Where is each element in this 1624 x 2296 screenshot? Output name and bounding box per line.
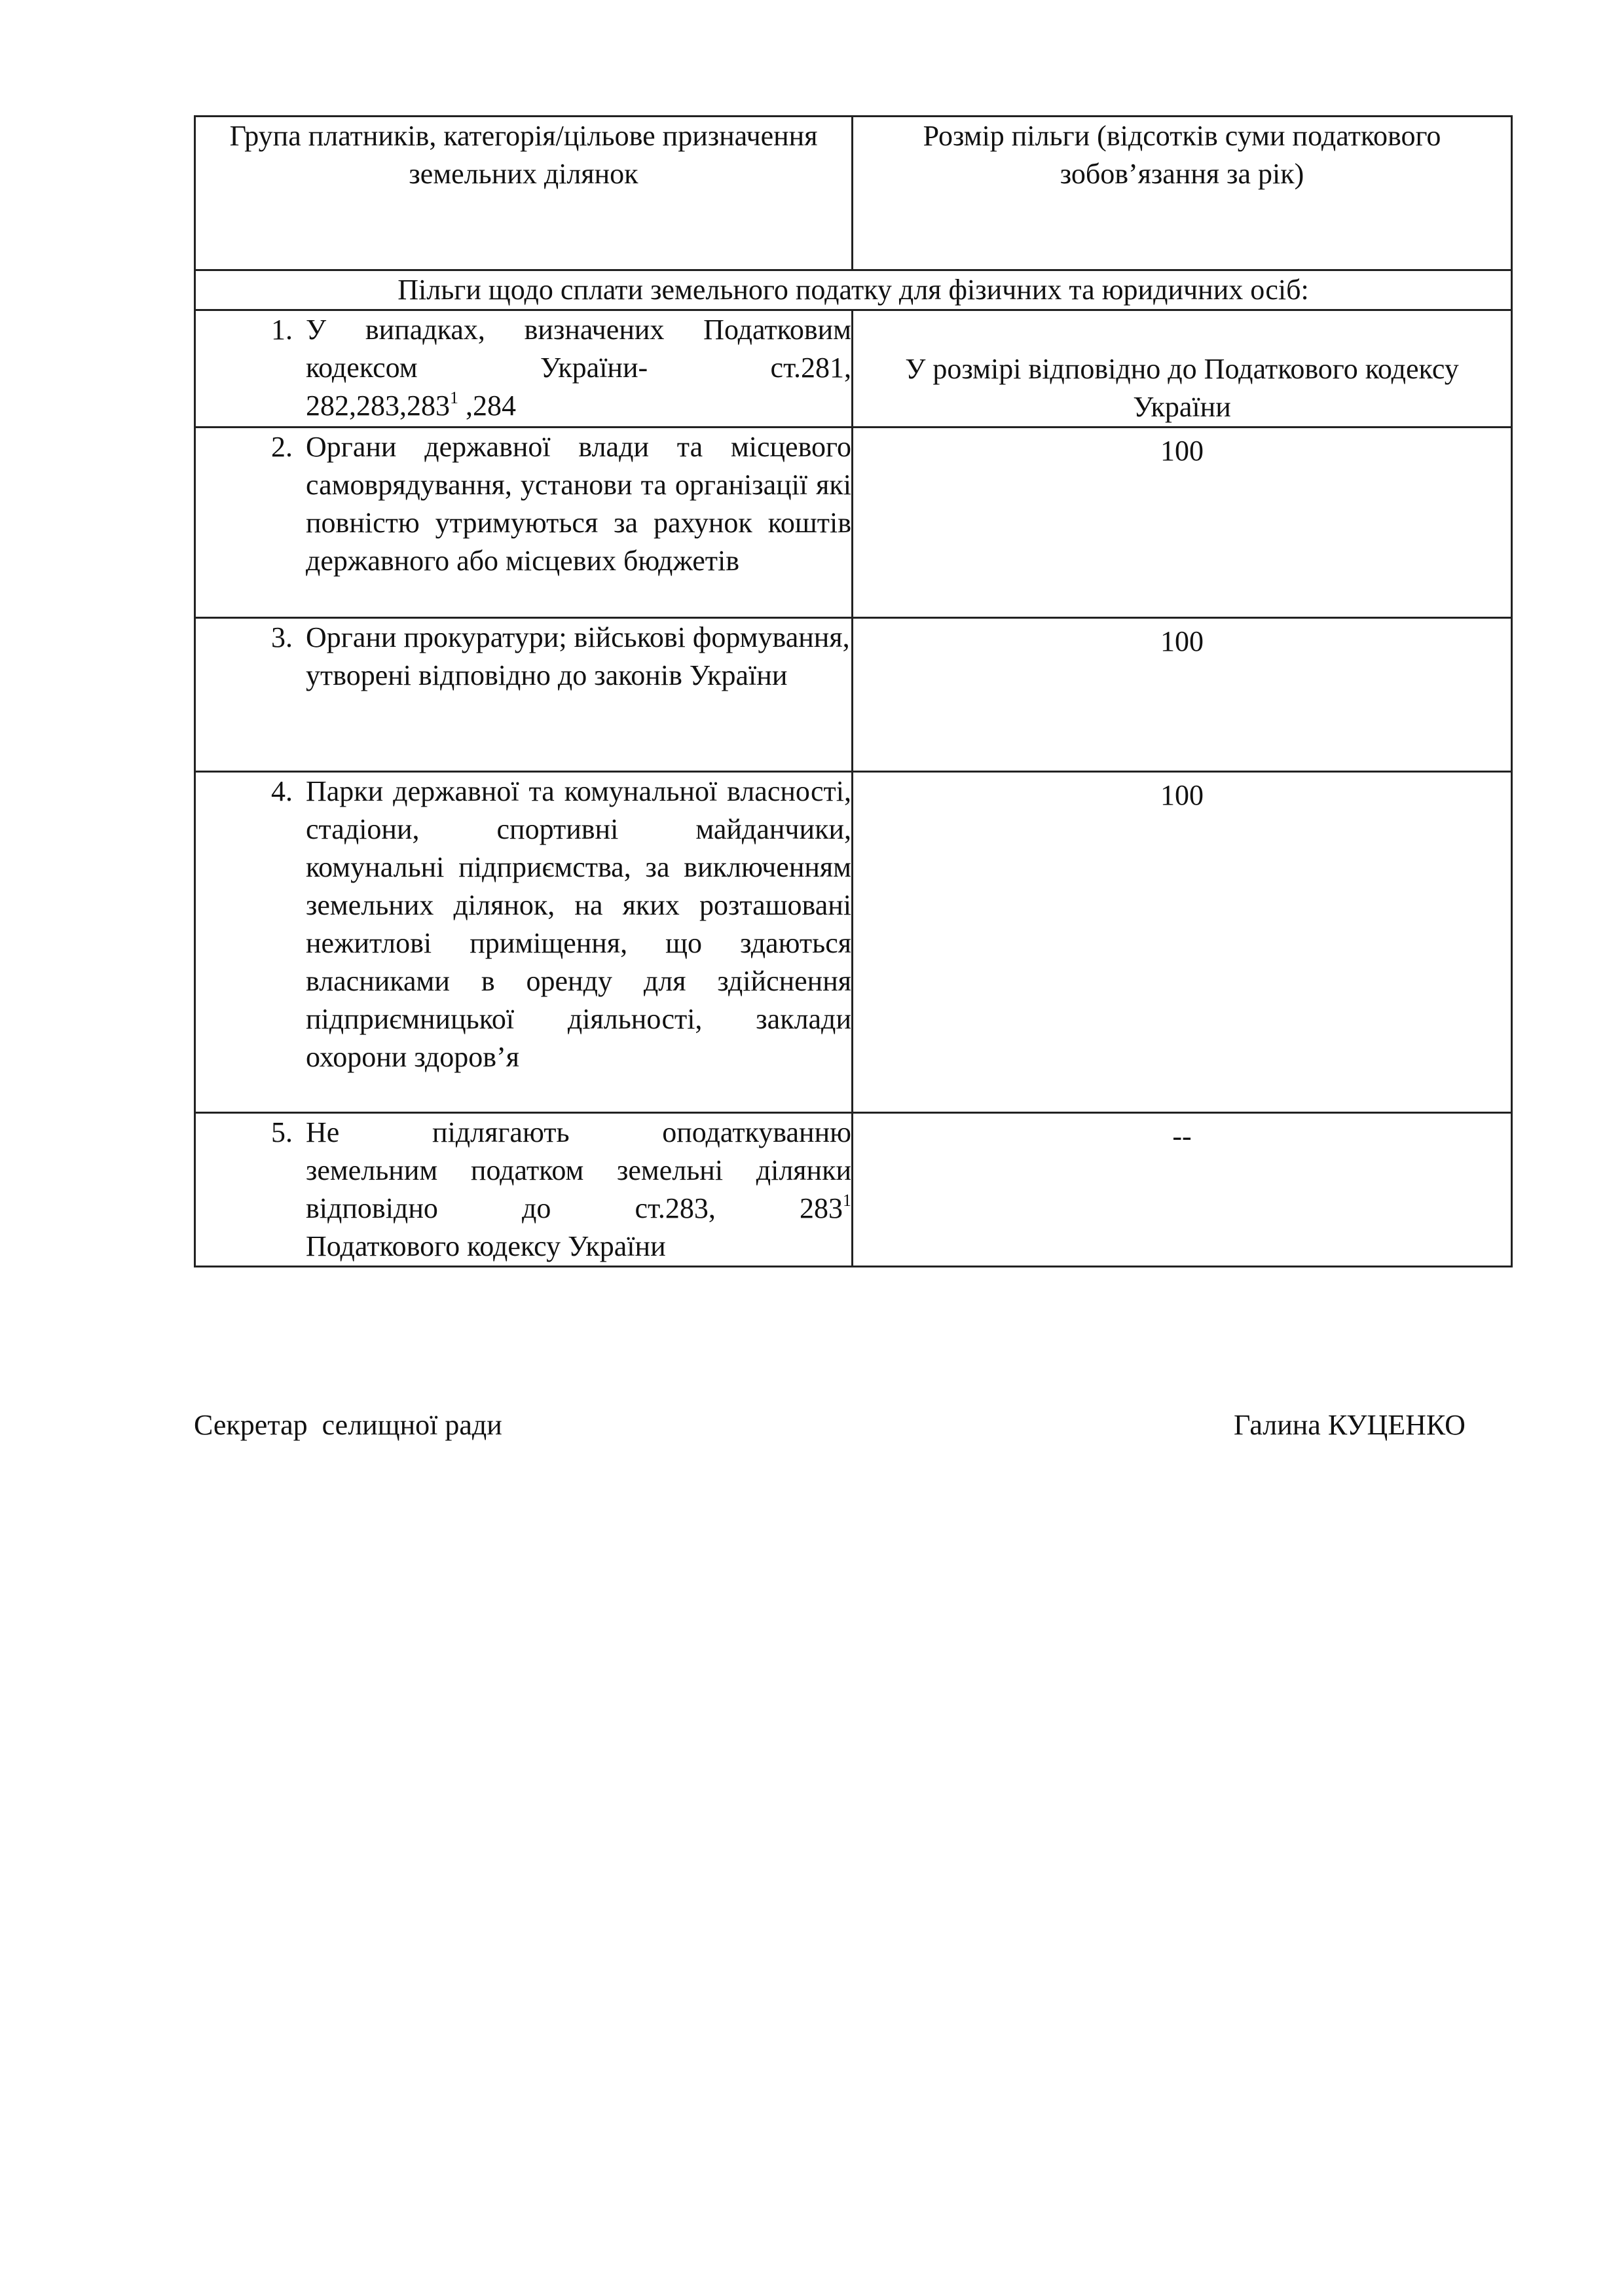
row-number: 2. xyxy=(271,431,293,463)
table-row xyxy=(195,772,1512,1113)
table-row xyxy=(195,428,1512,618)
section-title: Пільги щодо сплати земельного податку для фізичних та юридичних осіб: xyxy=(195,270,1512,310)
row-category: Парки державної та комунальної власності, стадіони, спортивні майданчики, комунальні підприємства, за виключенням земельних ділянок, на яких розташовані нежитлові приміщення, що здаються власниками в оренду для здійснення підприємницької діяльності, заклади охорони здоров’я xyxy=(306,775,851,1073)
tax-benefits-table xyxy=(194,115,1513,1267)
row-number: 1. xyxy=(271,314,293,346)
table-header-row xyxy=(195,117,1512,270)
row-category: Не підлягають оподаткуванню земельним податком земельні ділянки відповідно до ст.283, $283^1$ Податкового кодексу України xyxy=(306,1116,851,1262)
signatory-name: Галина КУЦЕНКО xyxy=(1234,1409,1466,1441)
row-value: -- xyxy=(1172,1120,1192,1152)
row-category: У випадках, визначених Податковим кодексом України- ст.281, 282,283,283$^1$ ,284 xyxy=(306,314,851,422)
row-category: Органи державної влади та місцевого самоврядування, установи та організації які повністю утримуються за рахунок коштів державного або місцевих бюджетів xyxy=(306,431,851,577)
header-payer-group: Група платників, категорія/цільове призначення земельних ділянок xyxy=(195,117,853,270)
section-row xyxy=(195,270,1512,310)
row-number: 3. xyxy=(271,621,293,653)
table-row xyxy=(195,1113,1512,1267)
header-benefit-size: Розмір пільги (відсотків суми податкового зобов’язання за рік) xyxy=(853,117,1512,270)
table-row xyxy=(195,618,1512,772)
row-value: 100 xyxy=(1160,435,1204,467)
row-number: 4. xyxy=(271,775,293,807)
row-value: 100 xyxy=(1160,625,1204,657)
row-value: У розмірі відповідно до Податкового кодексу України xyxy=(905,353,1459,423)
table-row xyxy=(195,310,1512,428)
row-category: Органи прокуратури; військові формування, утворені відповідно до законів України xyxy=(306,621,850,691)
row-number: 5. xyxy=(271,1116,293,1148)
signatory-position: Секретар селищної ради xyxy=(194,1409,502,1441)
row-value: 100 xyxy=(1160,779,1204,811)
